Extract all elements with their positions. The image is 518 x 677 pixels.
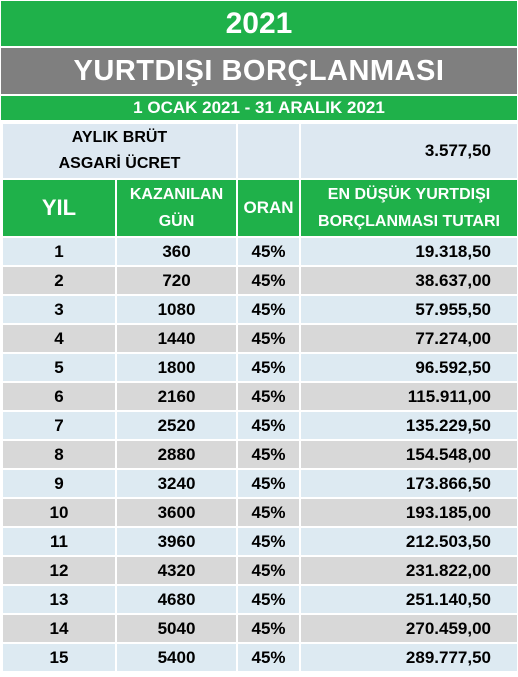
cell-amount: 193.185,00 [300, 498, 518, 527]
cell-amount: 270.459,00 [300, 614, 518, 643]
cell-amount: 115.911,00 [300, 382, 518, 411]
title-banner: YURTDIŞI BORÇLANMASI [1, 48, 517, 96]
table-row [2, 353, 518, 382]
table-row [2, 556, 518, 585]
cell-rate: 45% [237, 440, 300, 469]
wage-label-line2: ASGARİ ÜCRET [58, 155, 181, 172]
borclanma-table-sheet [1, 1, 517, 675]
cell-amount: 231.822,00 [300, 556, 518, 585]
table-row [2, 498, 518, 527]
cell-rate: 45% [237, 382, 300, 411]
table-row [2, 382, 518, 411]
cell-amount: 251.140,50 [300, 585, 518, 614]
cell-year: 9 [2, 469, 116, 498]
cell-amount: 135.229,50 [300, 411, 518, 440]
cell-days: 2160 [116, 382, 237, 411]
cell-days: 3240 [116, 469, 237, 498]
table-row [2, 411, 518, 440]
cell-amount: 154.548,00 [300, 440, 518, 469]
cell-year: 11 [2, 527, 116, 556]
wage-row [2, 123, 518, 179]
column-header-days-line1: KAZANILAN [129, 186, 224, 203]
cell-year: 3 [2, 295, 116, 324]
table-row [2, 527, 518, 556]
column-header-amount [300, 179, 518, 237]
column-header-days-line2: GÜN [158, 213, 195, 230]
cell-year: 15 [2, 643, 116, 672]
wage-value: 3.577,50 [300, 123, 518, 179]
column-header-amount-line1: EN DÜŞÜK YURTDIŞI [327, 186, 491, 203]
wage-spacer-cell [237, 123, 300, 179]
cell-year: 10 [2, 498, 116, 527]
cell-amount: 38.637,00 [300, 266, 518, 295]
column-header-rate: ORAN [237, 179, 300, 237]
cell-rate: 45% [237, 353, 300, 382]
cell-days: 2520 [116, 411, 237, 440]
cell-days: 1800 [116, 353, 237, 382]
cell-days: 4320 [116, 556, 237, 585]
table-row [2, 266, 518, 295]
cell-amount: 77.274,00 [300, 324, 518, 353]
cell-rate: 45% [237, 556, 300, 585]
cell-days: 5040 [116, 614, 237, 643]
cell-year: 4 [2, 324, 116, 353]
year-banner: 2021 [1, 1, 517, 48]
table-row [2, 324, 518, 353]
cell-rate: 45% [237, 266, 300, 295]
cell-amount: 57.955,50 [300, 295, 518, 324]
table-row [2, 469, 518, 498]
table-row [2, 237, 518, 266]
borclanma-table [1, 122, 518, 673]
cell-days: 3960 [116, 527, 237, 556]
cell-days: 4680 [116, 585, 237, 614]
cell-year: 7 [2, 411, 116, 440]
period-banner: 1 OCAK 2021 - 31 ARALIK 2021 [1, 96, 517, 122]
cell-year: 6 [2, 382, 116, 411]
cell-rate: 45% [237, 614, 300, 643]
cell-amount: 289.777,50 [300, 643, 518, 672]
cell-amount: 19.318,50 [300, 237, 518, 266]
column-header-amount-line2: BORÇLANMASI TUTARI [318, 213, 500, 230]
table-row [2, 585, 518, 614]
cell-amount: 212.503,50 [300, 527, 518, 556]
cell-amount: 96.592,50 [300, 353, 518, 382]
cell-rate: 45% [237, 643, 300, 672]
cell-days: 2880 [116, 440, 237, 469]
wage-label [2, 123, 237, 179]
cell-rate: 45% [237, 498, 300, 527]
cell-year: 1 [2, 237, 116, 266]
table-row [2, 643, 518, 672]
column-header-days [116, 179, 237, 237]
cell-days: 5400 [116, 643, 237, 672]
column-header-row [2, 179, 518, 237]
cell-days: 1080 [116, 295, 237, 324]
cell-rate: 45% [237, 527, 300, 556]
column-header-year: YIL [2, 179, 116, 237]
cell-rate: 45% [237, 469, 300, 498]
cell-year: 13 [2, 585, 116, 614]
cell-days: 720 [116, 266, 237, 295]
cell-rate: 45% [237, 324, 300, 353]
table-row [2, 614, 518, 643]
cell-rate: 45% [237, 585, 300, 614]
cell-year: 12 [2, 556, 116, 585]
table-row [2, 440, 518, 469]
cell-days: 360 [116, 237, 237, 266]
table-row [2, 295, 518, 324]
cell-days: 1440 [116, 324, 237, 353]
cell-rate: 45% [237, 237, 300, 266]
wage-label-line1: AYLIK BRÜT [71, 129, 168, 146]
cell-rate: 45% [237, 295, 300, 324]
cell-year: 14 [2, 614, 116, 643]
cell-year: 5 [2, 353, 116, 382]
cell-days: 3600 [116, 498, 237, 527]
cell-year: 2 [2, 266, 116, 295]
cell-amount: 173.866,50 [300, 469, 518, 498]
cell-year: 8 [2, 440, 116, 469]
cell-rate: 45% [237, 411, 300, 440]
